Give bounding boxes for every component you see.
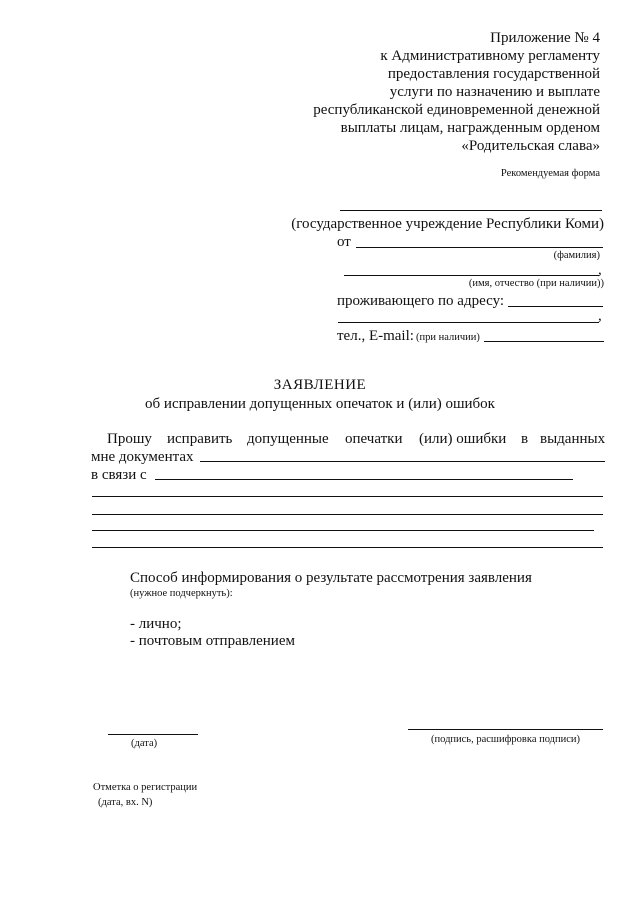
recommended-form-label: Рекомендуемая форма <box>500 168 600 179</box>
reason-line <box>92 530 594 531</box>
contact-line <box>484 341 604 342</box>
informing-hint: (нужное подчеркнуть): <box>130 588 233 599</box>
address-label: проживающего по адресу: <box>337 293 505 309</box>
request-word: в <box>521 431 529 447</box>
informing-heading: Способ информирования о результате рассмотрения заявления <box>130 570 532 586</box>
reason-label: в связи с <box>91 467 147 483</box>
appendix-line: услуги по назначению и выплате <box>389 84 600 100</box>
contact-hint: (при наличии) <box>416 332 480 343</box>
date-hint: (дата) <box>131 738 158 749</box>
date-line <box>108 734 198 735</box>
reason-line <box>92 547 603 548</box>
option-in-person: - лично; <box>130 616 182 632</box>
contact-label: тел., E-mail: <box>337 328 414 344</box>
reason-line <box>92 496 603 497</box>
name-line <box>344 275 599 276</box>
document-title: ЗАЯВЛЕНИЕ <box>273 377 367 393</box>
surname-line <box>356 247 603 248</box>
institution-hint: (государственное учреждение Республики Коми) <box>291 216 604 232</box>
comma: , <box>598 308 602 324</box>
comma: , <box>598 262 602 278</box>
documents-line <box>200 461 605 462</box>
name-hint: (имя, отчество (при наличии)) <box>468 278 604 289</box>
documents-label: мне документах <box>91 449 194 465</box>
appendix-line: «Родительская слава» <box>461 138 600 154</box>
request-word: Прошу <box>107 431 152 447</box>
document-subtitle: об исправлении допущенных опечаток и (или) ошибок <box>145 396 495 412</box>
signature-line <box>408 729 603 730</box>
address-line-2 <box>338 322 599 323</box>
request-word: опечатки <box>345 431 403 447</box>
appendix-line: выплаты лицам, награжденным орденом <box>340 120 600 136</box>
reason-line <box>92 514 603 515</box>
appendix-line: предоставления государственной <box>387 66 600 82</box>
signature-hint: (подпись, расшифровка подписи) <box>431 734 581 745</box>
institution-line <box>340 210 602 211</box>
registration-title: Отметка о регистрации <box>93 782 198 793</box>
request-word: исправить <box>167 431 233 447</box>
request-word: (или) ошибки <box>419 431 507 447</box>
surname-hint: (фамилия) <box>553 250 600 261</box>
address-line <box>508 306 603 307</box>
option-by-mail: - почтовым отправлением <box>130 633 295 649</box>
from-label: от <box>337 234 351 250</box>
appendix-number: Приложение № 4 <box>490 30 600 46</box>
appendix-line: республиканской единовременной денежной <box>313 102 600 118</box>
request-word: допущенные <box>247 431 329 447</box>
request-word: выданных <box>540 431 606 447</box>
appendix-line: к Административному регламенту <box>380 48 600 64</box>
reason-line <box>155 479 573 480</box>
registration-hint: (дата, вх. N) <box>98 797 153 808</box>
